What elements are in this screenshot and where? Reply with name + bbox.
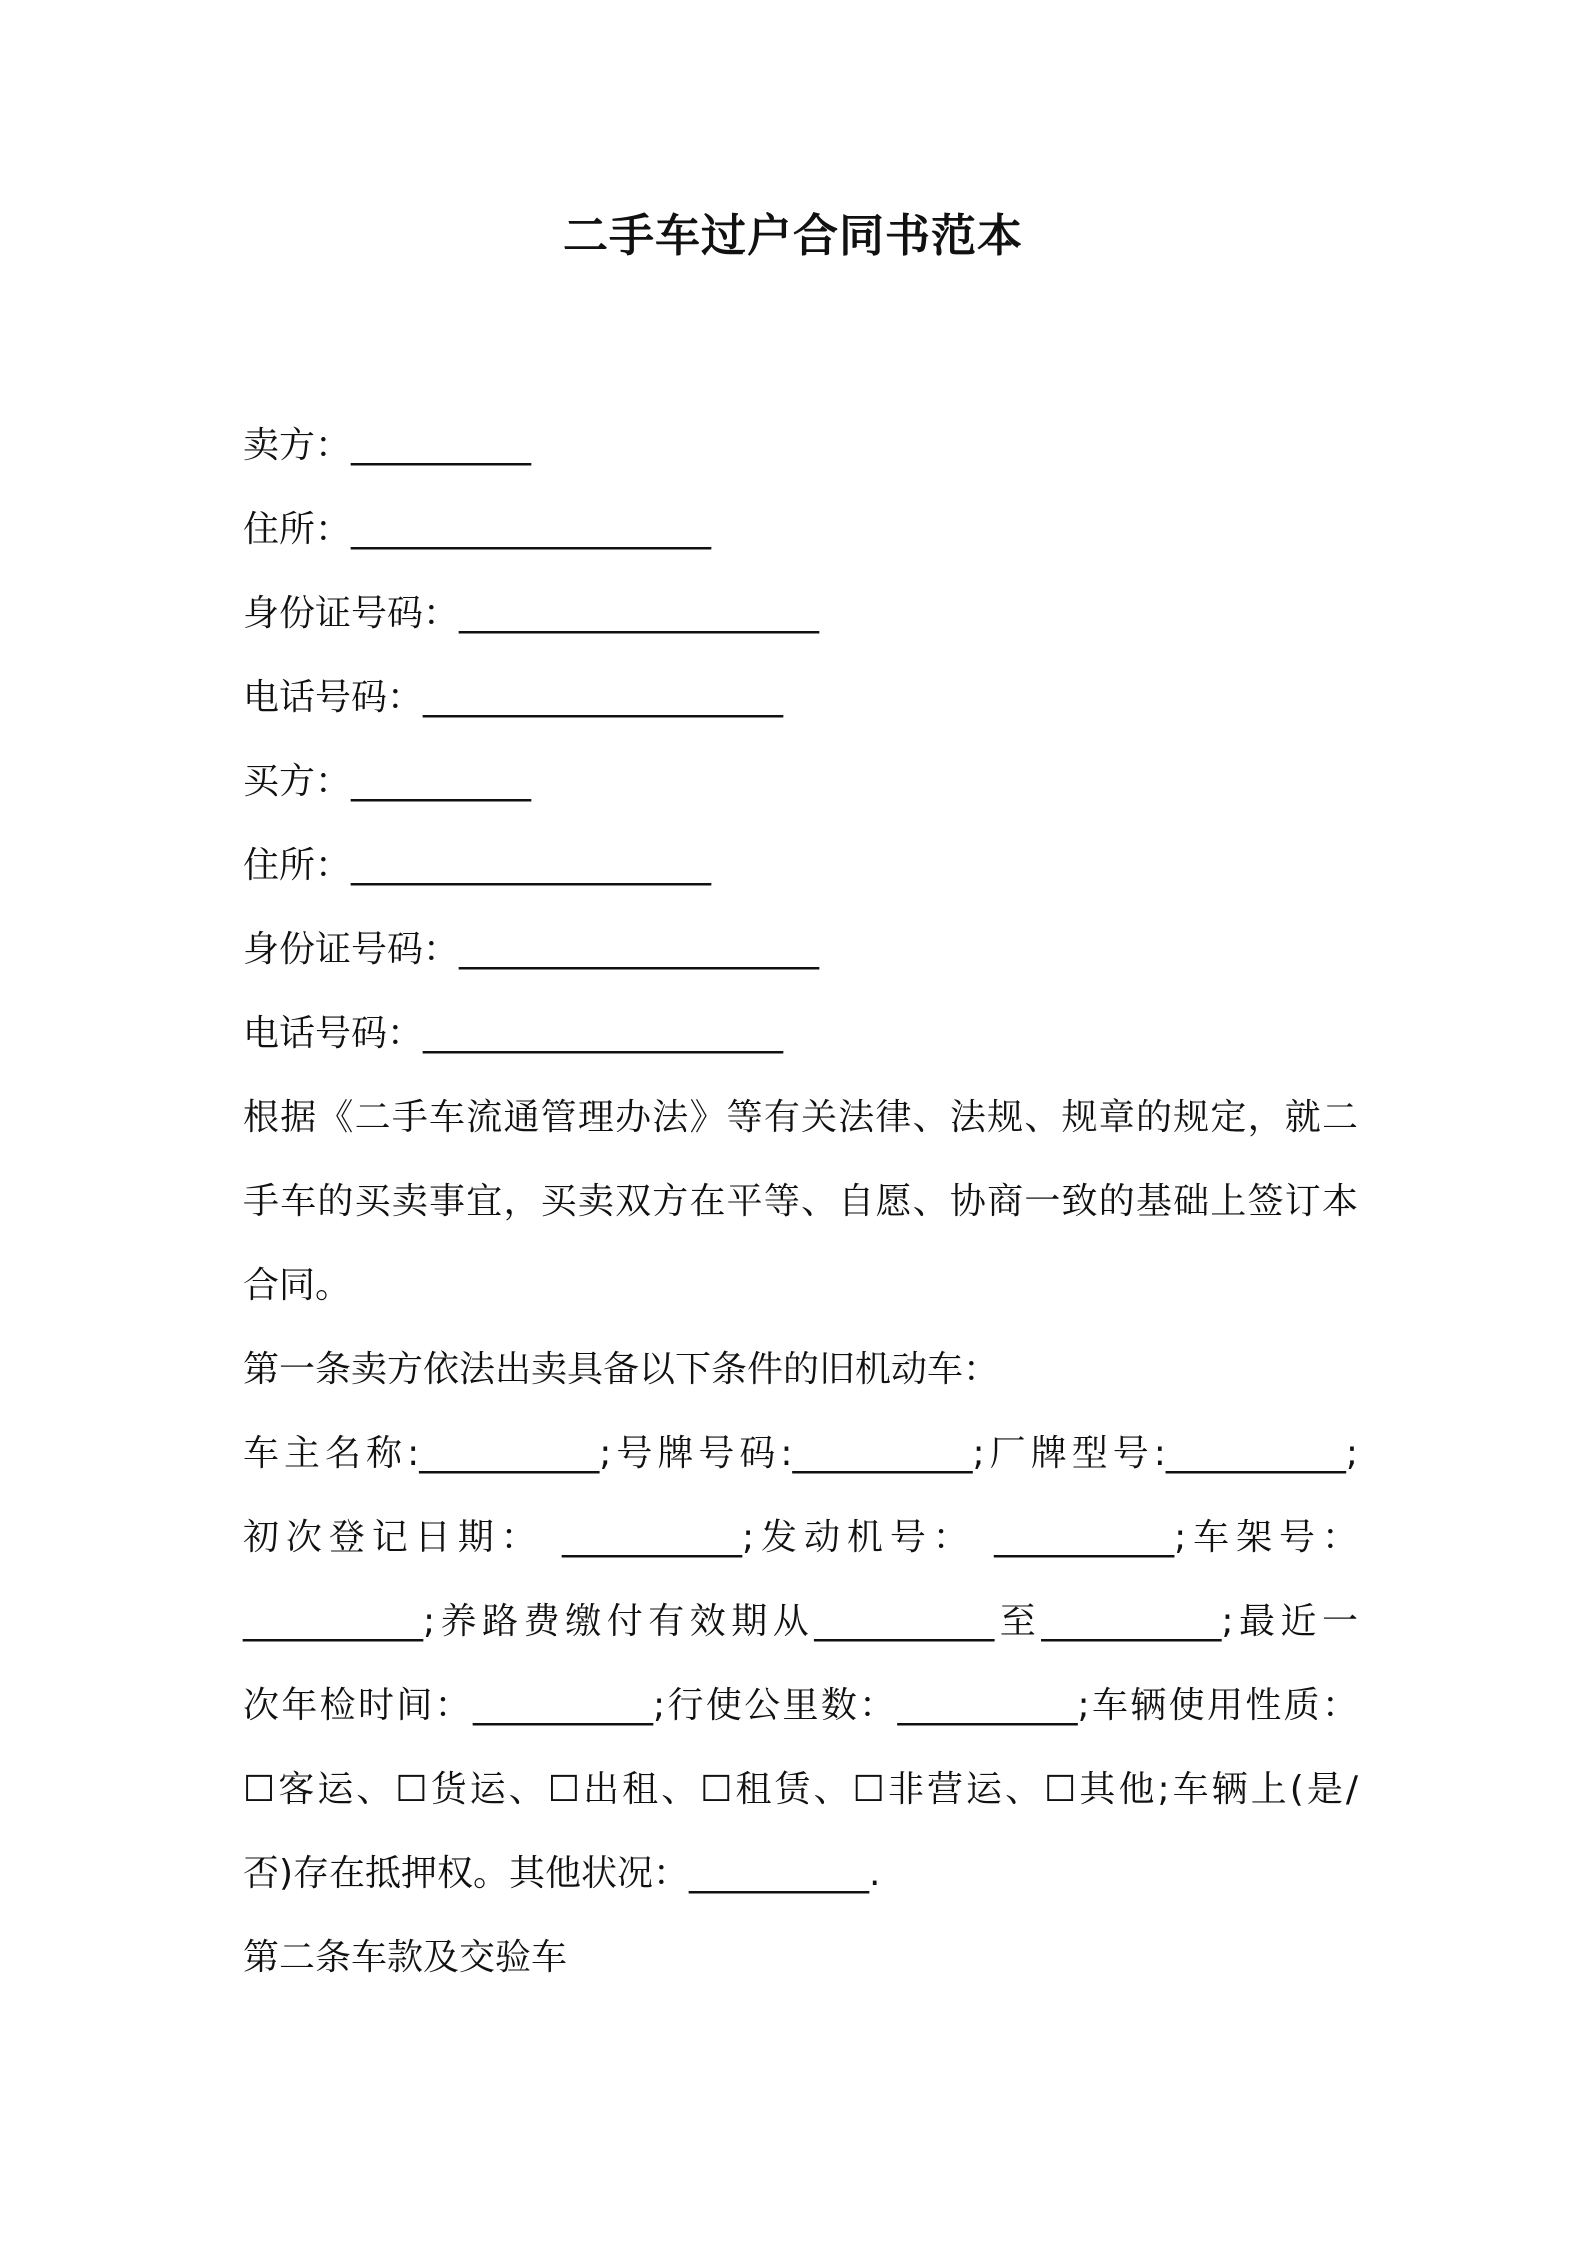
buyer-name-line: 买方：__________ [243,761,532,802]
article-1-line-4: 次年检时间：__________;行使公里数：__________;车辆使用性质： [243,1685,1358,1726]
seller-address-line: 住所：____________________ [243,509,712,550]
seller-phone-line: 电话号码：____________________ [243,677,784,718]
seller-id-line: 身份证号码：____________________ [243,593,820,634]
buyer-address-line: 住所：____________________ [243,845,712,886]
document-title: 二手车过户合同书范本 [562,209,1023,262]
preamble-line-2: 手车的买卖事宜，买卖双方在平等、自愿、协商一致的基础上签订本 [243,1181,1358,1222]
preamble-line-1: 根据《二手车流通管理办法》等有关法律、法规、规章的规定，就二 [243,1097,1358,1138]
document-body [243,404,1358,2000]
seller-name-line: 卖方：__________ [243,425,532,466]
buyer-id-line: 身份证号码：____________________ [243,929,820,970]
buyer-phone-line: 电话号码：____________________ [243,1013,784,1054]
article-1-line-5: ☐客运、☐货运、☐出租、☐租赁、☐非营运、☐其他;车辆上(是/ [243,1769,1358,1810]
article-1-heading: 第一条卖方依法出卖具备以下条件的旧机动车： [243,1349,1000,1390]
preamble-line-3: 合同。 [243,1265,352,1306]
article-1-line-3: __________;养路费缴付有效期从__________至__________;最近一 [243,1601,1358,1642]
article-2-heading: 第二条车款及交验车 [243,1937,568,1978]
article-1-line-1: 车主名称:__________;号牌号码:__________;厂牌型号:__________; [243,1433,1358,1474]
article-1-line-6: 否)存在抵押权。其他状况：__________. [243,1853,881,1894]
article-1-line-2: 初次登记日期： __________;发动机号： __________;车架号： [243,1517,1358,1558]
